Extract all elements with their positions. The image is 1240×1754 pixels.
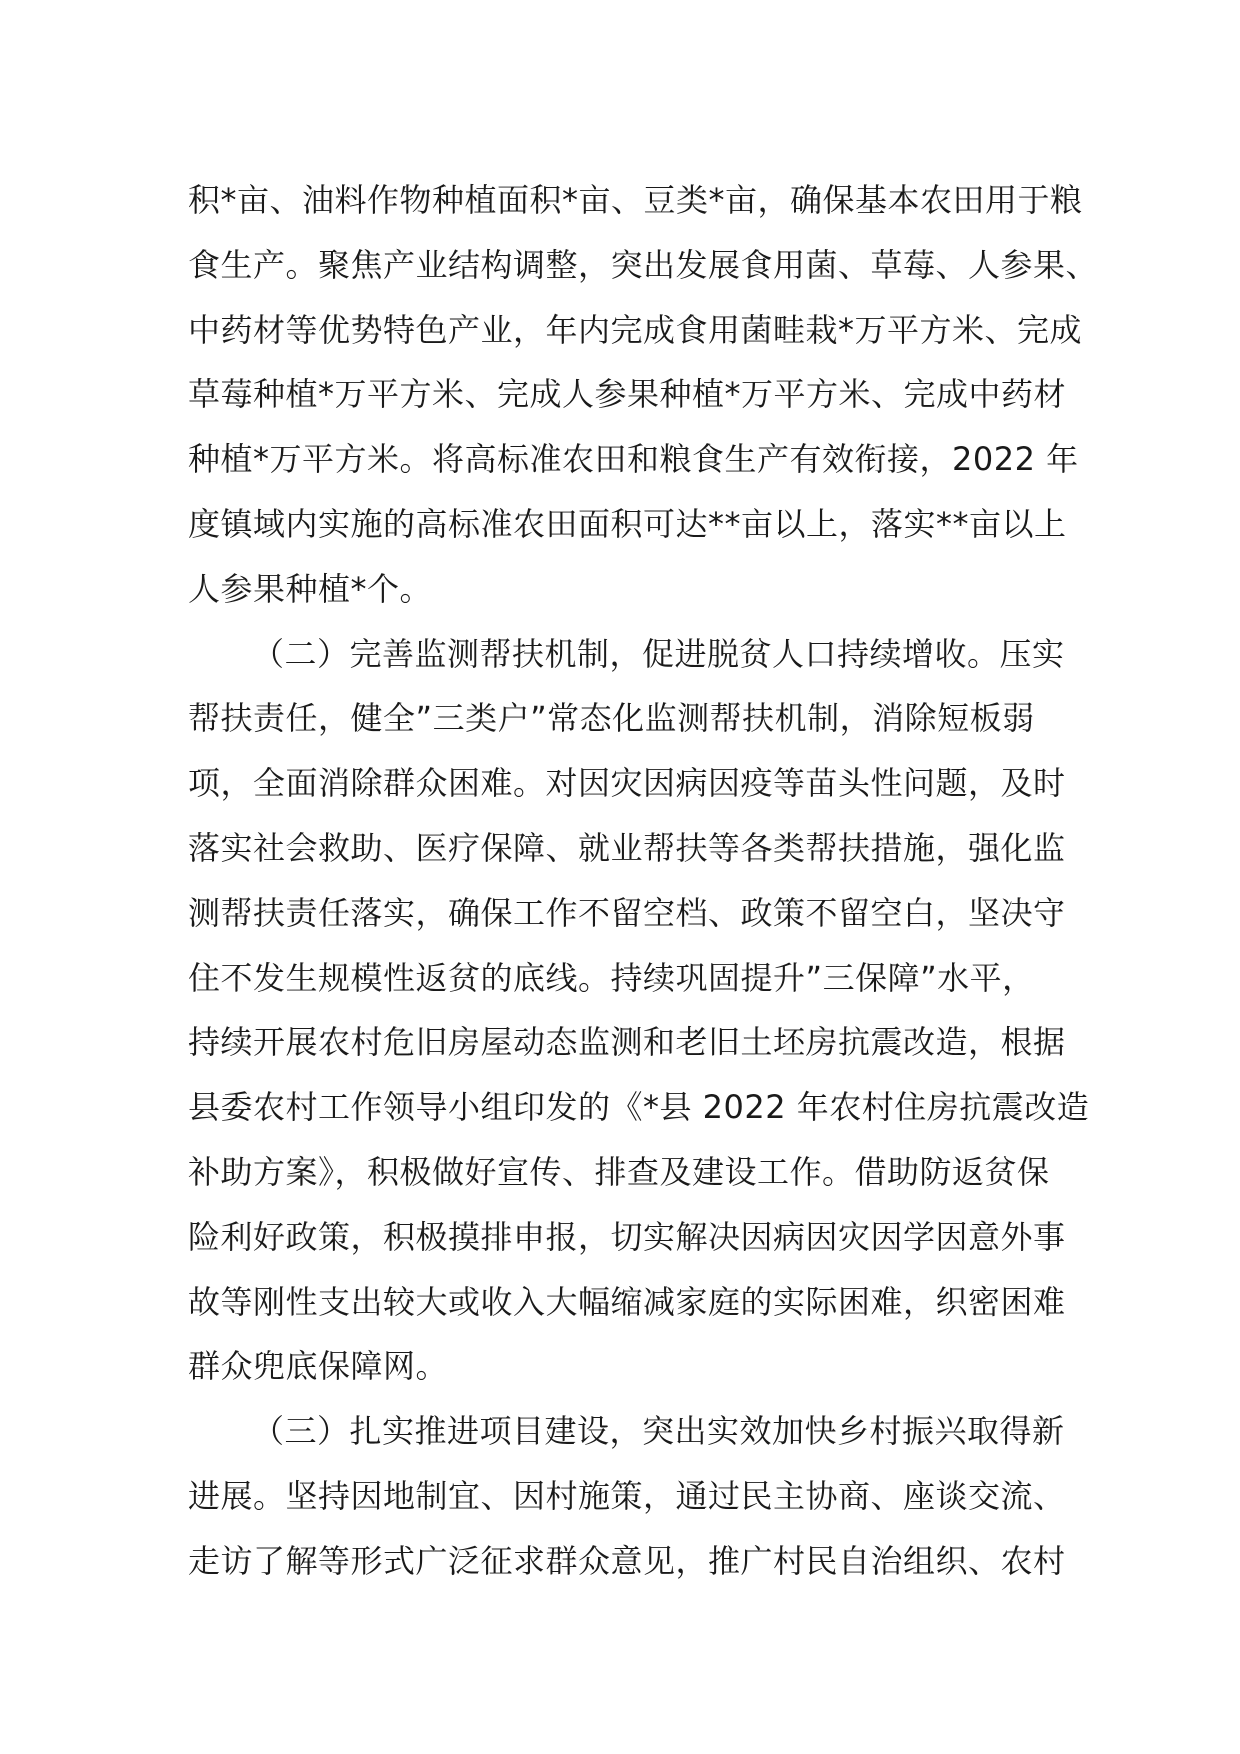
text-line: 帮扶责任，健全”三类户”常态化监测帮扶机制，消除短板弱 <box>188 699 1035 738</box>
text-line: 走访了解等形式广泛征求群众意见，推广村民自治组织、农村 <box>188 1541 1066 1580</box>
text-line: 种植*万平方米。将高标准农田和粮食生产有效衔接，2022 年 <box>188 440 1079 479</box>
text-line: 积*亩、油料作物种植面积*亩、豆类*亩，确保基本农田用于粮 <box>188 181 1083 219</box>
text-line: 项，全面消除群众困难。对因灾因病因疫等苗头性问题，及时 <box>188 764 1066 803</box>
text-line: 落实社会救助、医疗保障、就业帮扶等各类帮扶措施，强化监 <box>188 828 1066 867</box>
section-heading-line: （二）完善监测帮扶机制，促进脱贫人口持续增收。压实 <box>252 634 1065 673</box>
text-line: 进展。坚持因地制宜、因村施策，通过民主协商、座谈交流、 <box>188 1476 1066 1515</box>
body-text <box>188 168 1099 1594</box>
text-line: 险利好政策，积极摸排申报，切实解决因病因灾因学因意外事 <box>188 1217 1066 1256</box>
text-line: 食生产。聚焦产业结构调整，突出发展食用菌、草莓、人参果、 <box>188 245 1099 284</box>
text-line: 草莓种植*万平方米、完成人参果种植*万平方米、完成中药材 <box>188 375 1067 414</box>
text-line: 度镇域内实施的高标准农田面积可达**亩以上，落实**亩以上 <box>188 504 1067 543</box>
text-line: 县委农村工作领导小组印发的《*县 2022 年农村住房抗震改造 <box>188 1088 1090 1127</box>
text-line: 人参果种植*个。 <box>188 569 433 608</box>
text-line: 住不发生规模性返贫的底线。持续巩固提升”三保障”水平， <box>188 958 1035 997</box>
text-line: 故等刚性支出较大或收入大幅缩减家庭的实际困难，织密困难 <box>188 1282 1066 1321</box>
section-heading-line: （三）扎实推进项目建设，突出实效加快乡村振兴取得新 <box>252 1412 1065 1451</box>
text-line: 测帮扶责任落实，确保工作不留空档、政策不留空白，坚决守 <box>188 893 1066 932</box>
text-line: 中药材等优势特色产业，年内完成食用菌畦栽*万平方米、完成 <box>188 310 1083 349</box>
text-line: 群众兜底保障网。 <box>188 1347 449 1386</box>
text-line: 持续开展农村危旧房屋动态监测和老旧土坯房抗震改造，根据 <box>188 1023 1066 1062</box>
text-line: 补助方案》，积极做好宣传、排查及建设工作。借助防返贫保 <box>188 1152 1050 1191</box>
